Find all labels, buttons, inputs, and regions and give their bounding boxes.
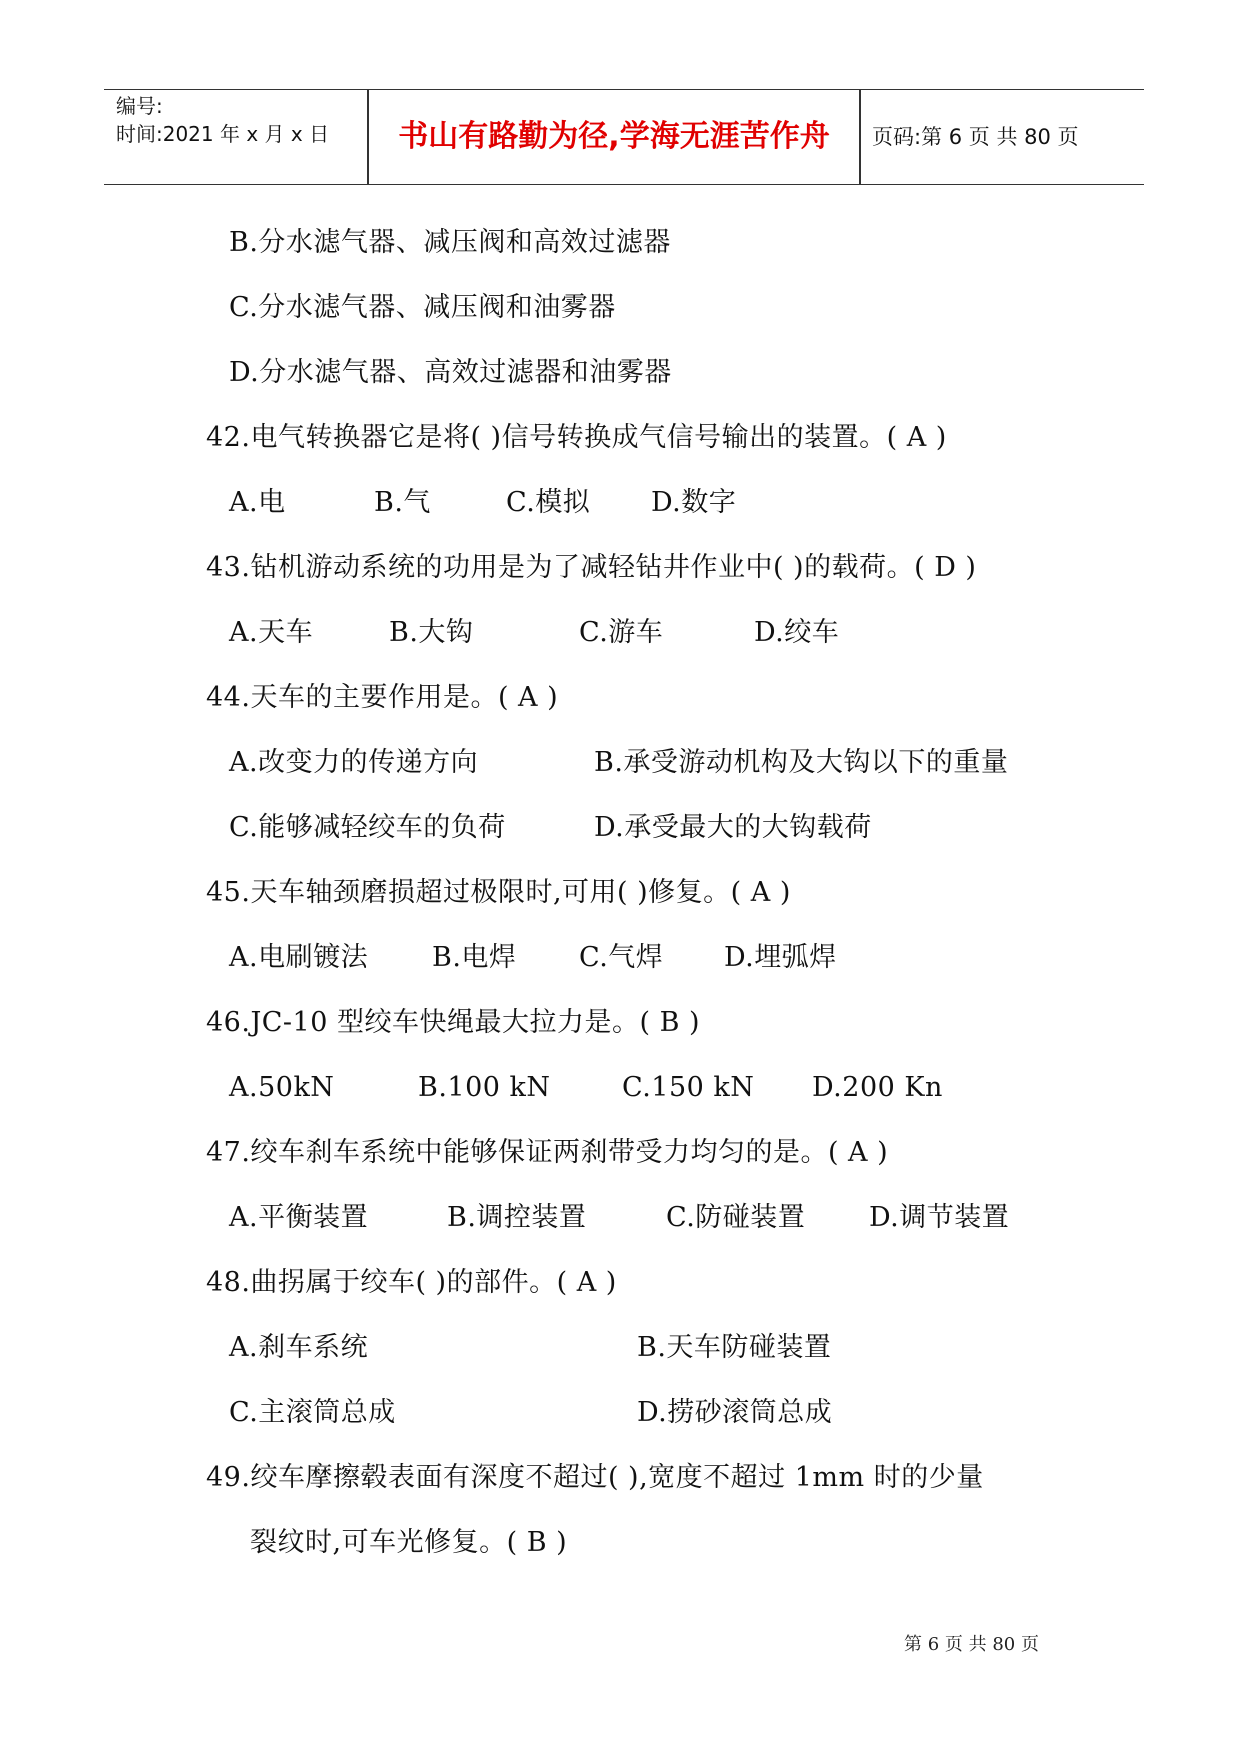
- option-q47-a: A.平衡装置: [229, 1202, 369, 1233]
- question-49: 49.绞车摩擦毂表面有深度不超过( ),宽度不超过 1mm 时的少量: [206, 1462, 984, 1493]
- option-q42-a: A.电: [229, 487, 286, 518]
- option-q46-d: D.200 Kn: [812, 1072, 943, 1103]
- question-43: 43.钻机游动系统的功用是为了减轻钻井作业中( )的载荷。( D ): [206, 552, 977, 583]
- document-number-label: 编号:: [116, 94, 163, 118]
- option-q43-d: D.绞车: [754, 617, 840, 648]
- header-page-info: 页码:第 6 页 共 80 页: [872, 125, 1079, 149]
- option-q48-c: C.主滚筒总成: [229, 1397, 396, 1428]
- question-49-continued: 裂纹时,可车光修复。( B ): [250, 1527, 568, 1558]
- header-divider: [859, 90, 861, 184]
- page-footer: 第 6 页 共 80 页: [904, 1634, 1039, 1655]
- option-q47-d: D.调节装置: [869, 1202, 1010, 1233]
- option-q41-b: B.分水滤气器、减压阀和高效过滤器: [229, 227, 671, 258]
- page-header: [104, 89, 1144, 185]
- option-q45-b: B.电焊: [432, 942, 517, 973]
- option-q42-c: C.模拟: [506, 487, 591, 518]
- option-q44-d: D.承受最大的大钩载荷: [594, 812, 872, 843]
- document-time: 时间:2021 年 x 月 x 日: [116, 122, 330, 146]
- option-q41-d: D.分水滤气器、高效过滤器和油雾器: [229, 357, 672, 388]
- question-44: 44.天车的主要作用是。( A ): [206, 682, 559, 713]
- option-q42-d: D.数字: [651, 487, 737, 518]
- question-45: 45.天车轴颈磨损超过极限时,可用( )修复。( A ): [206, 877, 791, 908]
- option-q42-b: B.气: [374, 487, 431, 518]
- option-q45-d: D.埋弧焊: [724, 942, 837, 973]
- option-q47-b: B.调控装置: [447, 1202, 587, 1233]
- option-q48-b: B.天车防碰装置: [637, 1332, 832, 1363]
- option-q48-a: A.刹车系统: [229, 1332, 369, 1363]
- header-motto: 书山有路勤为径,学海无涯苦作舟: [398, 119, 830, 154]
- option-q43-a: A.天车: [229, 617, 314, 648]
- question-46: 46.JC-10 型绞车快绳最大拉力是。( B ): [206, 1007, 701, 1038]
- option-q44-c: C.能够减轻绞车的负荷: [229, 812, 506, 843]
- option-q44-b: B.承受游动机构及大钩以下的重量: [594, 747, 1009, 778]
- option-q41-c: C.分水滤气器、减压阀和油雾器: [229, 292, 616, 323]
- header-meta: [116, 92, 329, 148]
- option-q45-c: C.气焊: [579, 942, 664, 973]
- option-q44-a: A.改变力的传递方向: [229, 747, 479, 778]
- question-48: 48.曲拐属于绞车( )的部件。( A ): [206, 1267, 617, 1298]
- option-q46-c: C.150 kN: [622, 1072, 755, 1103]
- option-q43-b: B.大钩: [389, 617, 474, 648]
- option-q47-c: C.防碰装置: [666, 1202, 806, 1233]
- option-q43-c: C.游车: [579, 617, 664, 648]
- option-q48-d: D.捞砂滚筒总成: [637, 1397, 833, 1428]
- option-q46-b: B.100 kN: [418, 1072, 551, 1103]
- option-q46-a: A.50kN: [229, 1072, 335, 1103]
- question-47: 47.绞车刹车系统中能够保证两刹带受力均匀的是。( A ): [206, 1137, 889, 1168]
- question-42: 42.电气转换器它是将( )信号转换成气信号输出的装置。( A ): [206, 422, 947, 453]
- option-q45-a: A.电刷镀法: [229, 942, 369, 973]
